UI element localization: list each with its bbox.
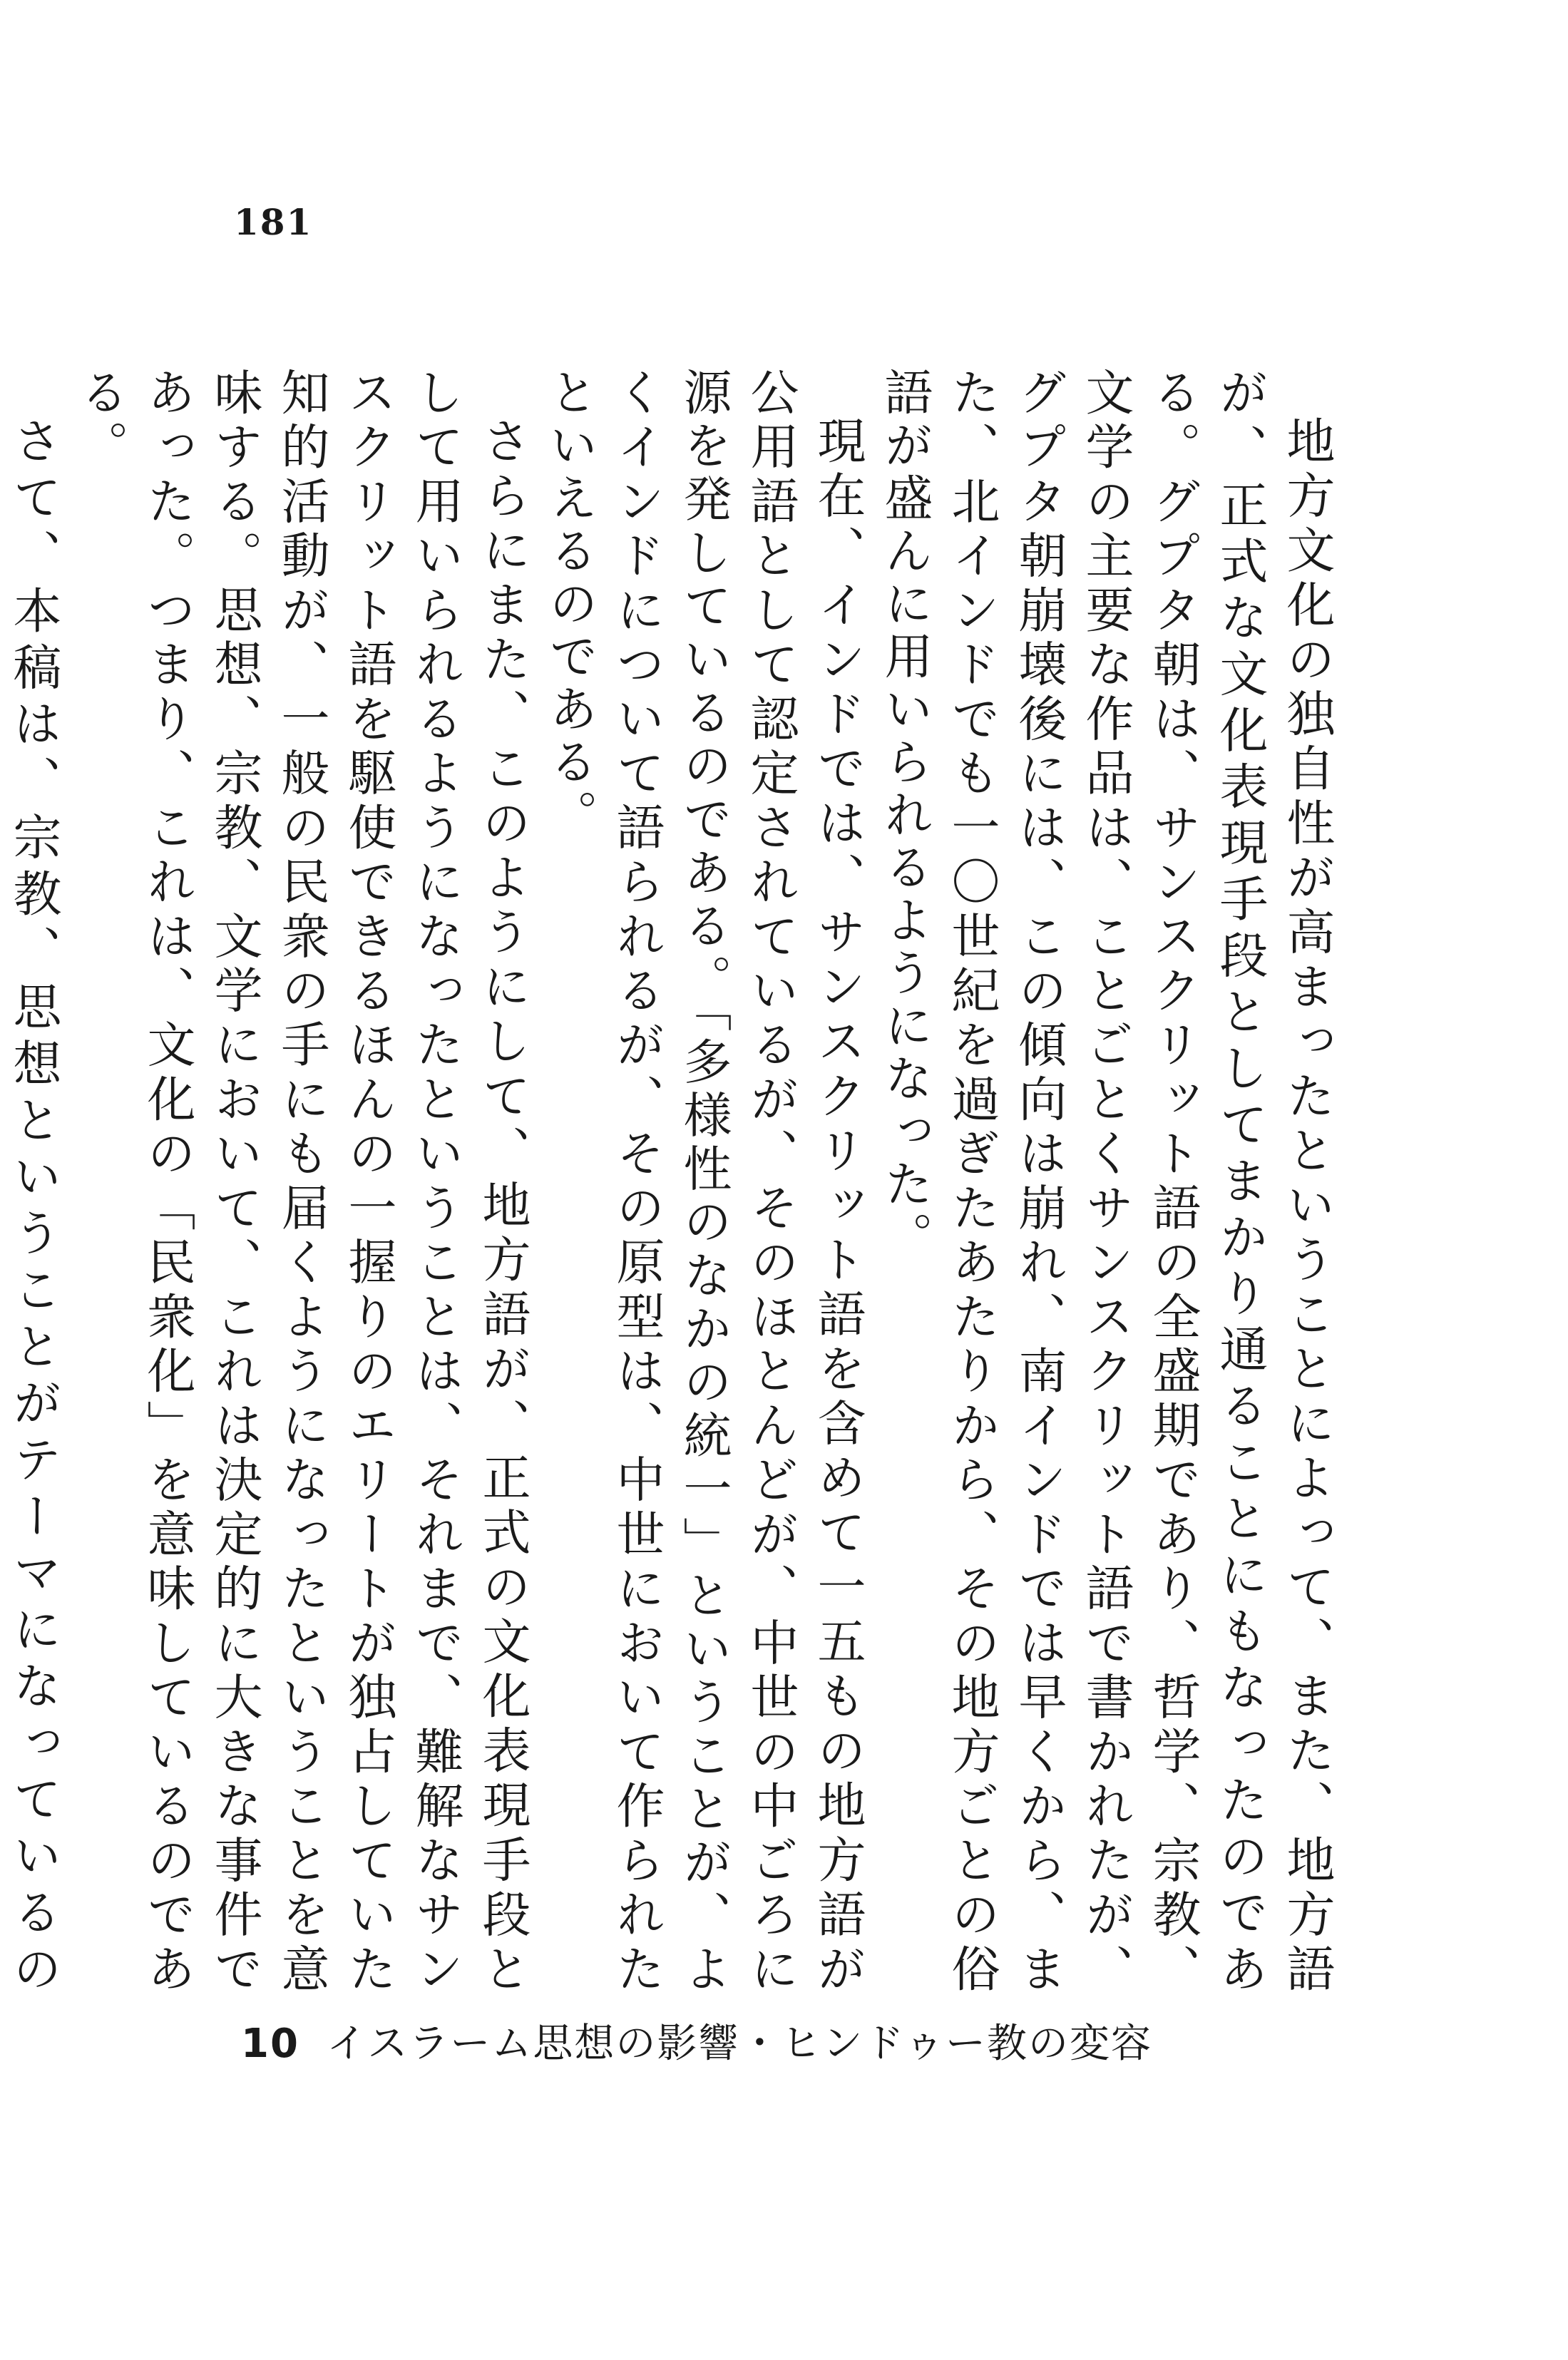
chapter-number: 10	[241, 2021, 299, 2067]
body-text	[0, 367, 1340, 1996]
paragraph-2: 現在、インドでは、サンスクリット語を含めて一五もの地方語が公用語として認定されているが、そのほとんどが、中世の中ごろに源を発しているのである。「多様性のなかの統一」ということが、よくインドについて語られるが、その原型は、中世において作られたといえるのである。	[541, 367, 866, 1996]
paragraph-3: さらにまた、このようにして、地方語が、正式の文化表現手段として用いられるようになったということは、それまで、難解なサンスクリット語を駆使できるほんの一握りのエリートが独占していた知的活動が、一般の民衆の手にも届くようになったということを意味する。思想、宗教、文学において、これは決定的に大きな事件であった。つまり、これは、文化の「民衆化」を意味しているのである。	[72, 367, 531, 1997]
page-number: 181	[234, 201, 313, 243]
running-footer	[241, 2012, 1152, 2069]
paragraph-4: さて、本稿は、宗教、思想ということがテーマになっているの	[5, 416, 61, 1996]
paragraph-1: 地方文化の独自性が高まったということによって、また、地方語が、正式な文化表現手段としてまかり通ることにもなったのである。グプタ朝は、サンスクリット語の全盛期であり、哲学、宗教、文学の主要な作品は、ことごとくサンスクリット語で書かれたが、グプタ朝崩壊後には、この傾向は崩れ、南インドでは早くから、また、北インドでも一〇世紀を過ぎたあたりから、その地方ごとの俗語が盛んに用いられるようになった。	[876, 367, 1335, 1996]
chapter-title: イスラーム思想の影響・ヒンドゥー教の変容	[326, 2021, 1152, 2067]
